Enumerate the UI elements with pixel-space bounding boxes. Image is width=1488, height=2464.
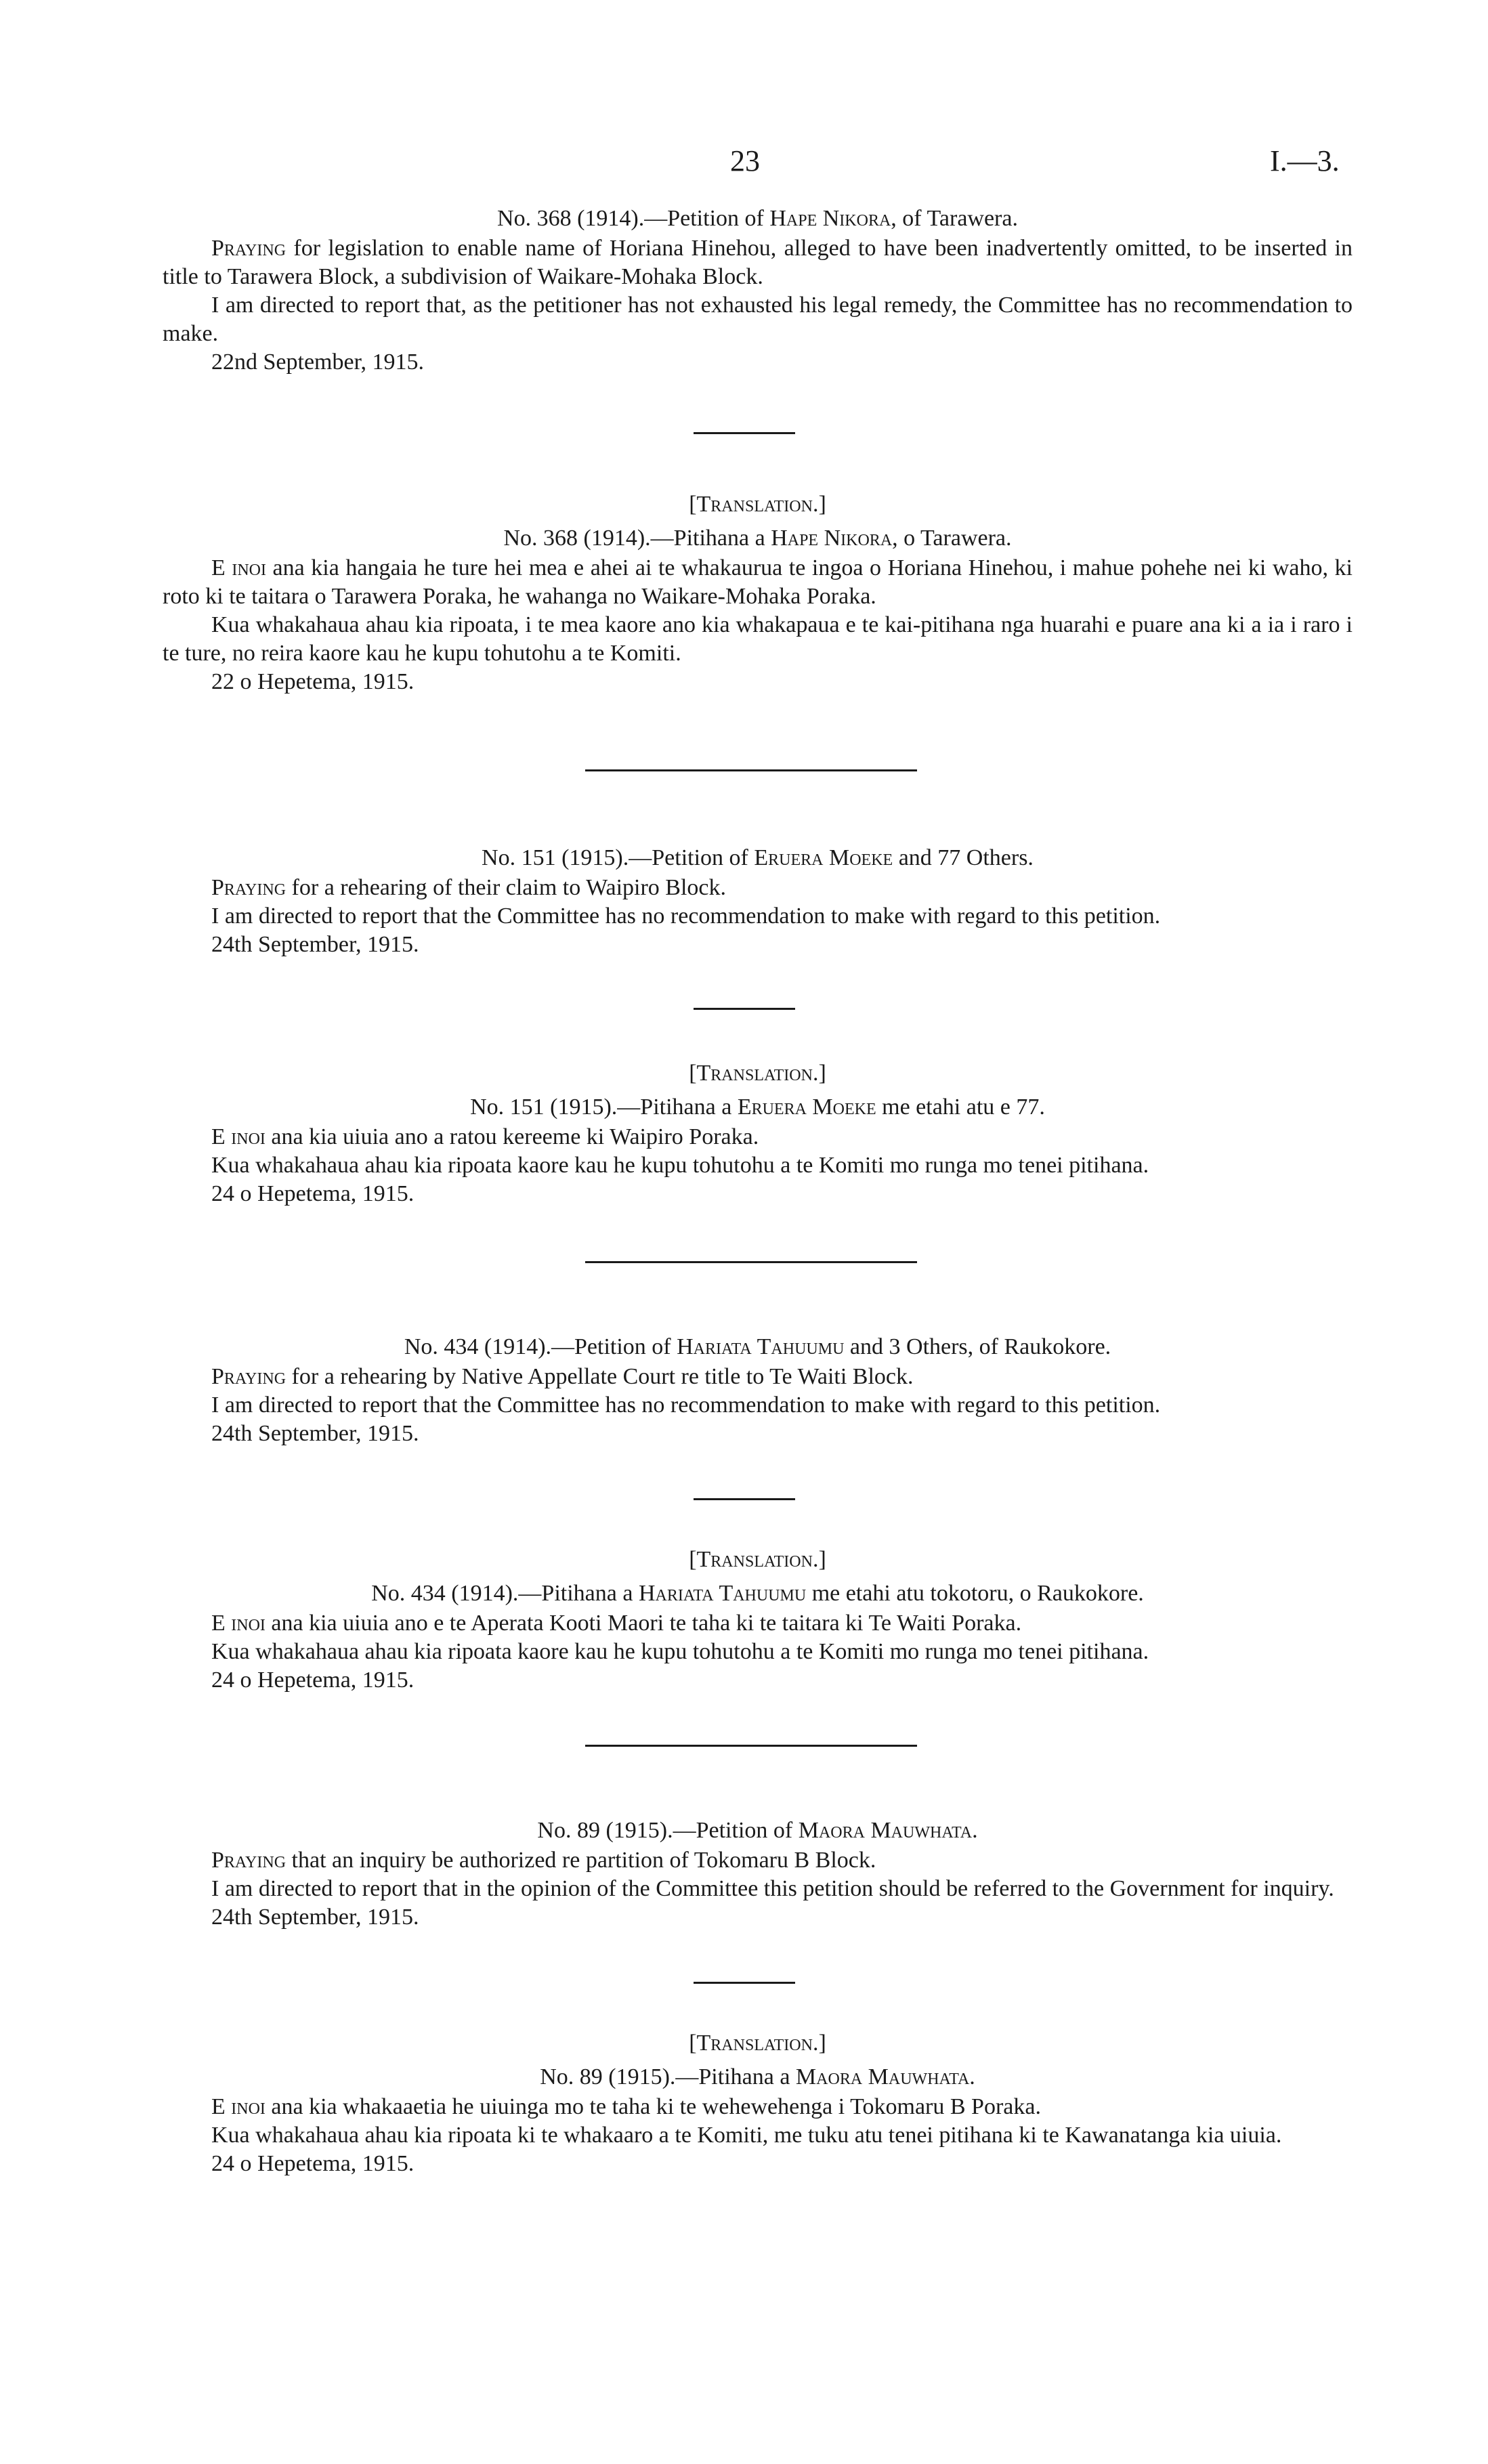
petition-heading: No. 434 (1914).—Pitihana a Hariata Tahuumu me etahi atu tokotoru, o Raukokore. — [371, 1581, 1144, 1606]
separator-rule — [694, 1008, 795, 1010]
translation-label: [Translation.] — [689, 2031, 826, 2056]
petitioner-name: Maora Mauwhata — [795, 2064, 970, 2089]
report-date: 24 o Hepetema, 1915. — [211, 1668, 414, 1693]
translation-label: [Translation.] — [689, 1547, 826, 1572]
separator-rule — [585, 769, 917, 771]
separator-rule — [694, 1498, 795, 1500]
translation-section — [163, 2028, 1353, 2178]
separator-rule — [694, 1982, 795, 1984]
petition-section — [163, 1332, 1353, 1448]
petition-prayer: Praying for legislation to enable name of Horiana Hinehou, alleged to have been inadvertently omitted, to be inserted in title to Tarawera Block, a subdivision of Waikare-Mohaka Block. — [163, 236, 1353, 289]
petition-prayer: Praying that an inquiry be authorized re partition of Tokomaru B Block. — [211, 1848, 876, 1873]
petition-section — [163, 1815, 1353, 1932]
committee-report: Kua whakahaua ahau kia ripoata kaore kau he kupu tohutohu a te Komiti mo runga mo tenei pitihana. — [211, 1153, 1149, 1178]
petitioner-name: Hape Nikora — [771, 526, 893, 551]
committee-report: I am directed to report that in the opinion of the Committee this petition should be referred to the Government for inquiry. — [211, 1876, 1334, 1901]
translation-section — [163, 1544, 1353, 1695]
petitioner-name: Hariata Tahuumu — [638, 1581, 807, 1606]
petition-prayer: Praying for a rehearing of their claim to Waipiro Block. — [211, 875, 727, 900]
petition-section — [163, 203, 1353, 377]
report-date: 24th September, 1915. — [211, 1421, 419, 1446]
translation-label: [Translation.] — [689, 492, 826, 517]
petition-prayer: E inoi ana kia uiuia ano e te Aperata Kooti Maori te taha ki te taitara ki Te Waiti Poraka. — [211, 1611, 1022, 1636]
petition-prayer: E inoi ana kia hangaia he ture hei mea e ahei ai te whakaurua te ingoa o Horiana Hinehou, i mahue pohehe nei ki waho, ki roto ki te taitara o Tarawera Poraka, he wahanga no Waikare-Mohaka Poraka. — [163, 555, 1353, 609]
petitioner-name: Eruera Moeke — [754, 845, 893, 870]
petitioner-name: Hariata Tahuumu — [677, 1334, 845, 1359]
committee-report: Kua whakahaua ahau kia ripoata kaore kau he kupu tohutohu a te Komiti mo runga mo tenei pitihana. — [211, 1639, 1149, 1664]
petition-heading: No. 368 (1914).—Pitihana a Hape Nikora, o Tarawera. — [503, 526, 1012, 551]
report-date: 24th September, 1915. — [211, 1905, 419, 1930]
report-date: 24 o Hepetema, 1915. — [211, 1181, 414, 1206]
report-date: 22 o Hepetema, 1915. — [211, 669, 414, 694]
separator-rule — [585, 1261, 917, 1263]
petitioner-name: Eruera Moeke — [737, 1095, 876, 1120]
petition-heading: No. 434 (1914).—Petition of Hariata Tahuumu and 3 Others, of Raukokore. — [404, 1334, 1111, 1359]
translation-label: [Translation.] — [689, 1061, 826, 1086]
petition-prayer: E inoi ana kia whakaaetia he uiuinga mo te taha ki te wehewehenga i Tokomaru B Poraka. — [211, 2094, 1041, 2119]
petitioner-name: Maora Mauwhata — [798, 1818, 973, 1843]
petitioner-name: Hape Nikora — [769, 206, 891, 231]
petition-heading: No. 151 (1915).—Pitihana a Eruera Moeke me etahi atu e 77. — [470, 1095, 1045, 1120]
committee-report: I am directed to report that the Committee has no recommendation to make with regard to this petition. — [211, 904, 1161, 929]
translation-section — [163, 1058, 1353, 1208]
petition-heading: No. 89 (1915).—Petition of Maora Mauwhata. — [537, 1818, 978, 1843]
committee-report: I am directed to report that the Committee has no recommendation to make with regard to this petition. — [211, 1393, 1161, 1418]
petition-section — [163, 843, 1353, 959]
petition-heading: No. 89 (1915).—Pitihana a Maora Mauwhata. — [540, 2064, 975, 2089]
report-date: 24th September, 1915. — [211, 932, 419, 957]
committee-report: I am directed to report that, as the petitioner has not exhausted his legal remedy, the Committee has no recommendation to make. — [163, 293, 1353, 346]
report-date: 24 o Hepetema, 1915. — [211, 2151, 414, 2176]
translation-section — [163, 489, 1353, 696]
committee-report: Kua whakahaua ahau kia ripoata, i te mea kaore ano kia whakapaua e te kai-pitihana nga huarahi e puare ana ki a ia i raro i te ture, no reira kaore kau he kupu tohutohu a te Komiti. — [163, 612, 1353, 666]
separator-rule — [585, 1745, 917, 1747]
parliamentary-paper-reference: I.—3. — [1270, 144, 1340, 177]
committee-report: Kua whakahaua ahau kia ripoata ki te whakaaro a te Komiti, me tuku atu tenei pitihana ki te Kawanatanga kia uiuia. — [211, 2123, 1282, 2148]
petition-heading: No. 151 (1915).—Petition of Eruera Moeke and 77 Others. — [482, 845, 1034, 870]
report-date: 22nd September, 1915. — [211, 349, 425, 375]
page-number: 23 — [730, 144, 760, 177]
separator-rule — [694, 432, 795, 434]
petition-heading: No. 368 (1914).—Petition of Hape Nikora, of Tarawera. — [497, 206, 1018, 231]
petition-prayer: E inoi ana kia uiuia ano a ratou kereeme ki Waipiro Poraka. — [211, 1124, 759, 1149]
petition-prayer: Praying for a rehearing by Native Appellate Court re title to Te Waiti Block. — [211, 1364, 914, 1389]
